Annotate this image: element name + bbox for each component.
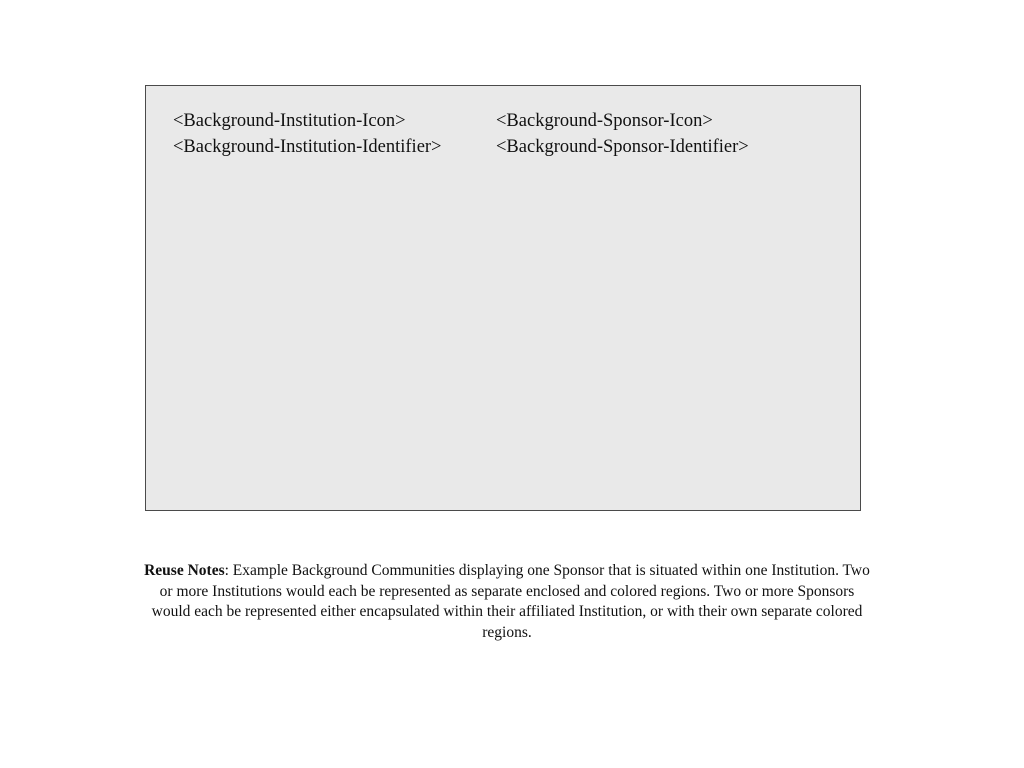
reuse-notes-label: Reuse Notes bbox=[144, 562, 225, 579]
sponsor-icon-placeholder: <Background-Sponsor-Icon> bbox=[496, 111, 713, 131]
institution-region bbox=[145, 85, 861, 511]
institution-identifier-placeholder: <Background-Institution-Identifier> bbox=[173, 137, 442, 157]
sponsor-identifier-placeholder: <Background-Sponsor-Identifier> bbox=[496, 137, 749, 157]
reuse-notes-text: : Example Background Communities displaying one Sponsor that is situated within one Institution. Two or more Institutions would each be represented as separate enclosed and colored regions. Two or more Sponsors would each be represented either encapsulated within their affiliated Institution, or with their own separate colored regions. bbox=[151, 562, 870, 641]
reuse-notes bbox=[140, 561, 874, 643]
institution-icon-placeholder: <Background-Institution-Icon> bbox=[173, 111, 406, 131]
